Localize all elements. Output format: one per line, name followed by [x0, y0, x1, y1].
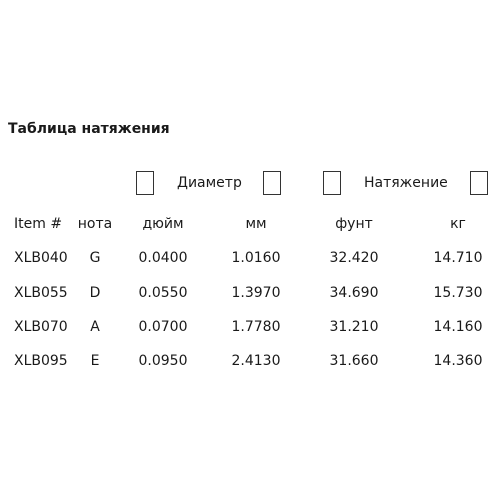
- tension-label: Натяжение: [364, 175, 448, 191]
- checkbox-diameter-right[interactable]: [263, 171, 281, 195]
- cell-note: D: [89, 285, 101, 301]
- cell-item: XLB055: [14, 285, 68, 301]
- cell-lb: 32.420: [329, 250, 379, 266]
- page-title: Таблица натяжения: [8, 121, 170, 137]
- cell-inch: 0.0550: [138, 285, 188, 301]
- cell-kg: 14.360: [433, 353, 483, 369]
- header-item: Item #: [14, 216, 63, 232]
- cell-kg: 14.710: [433, 250, 483, 266]
- cell-lb: 31.660: [329, 353, 379, 369]
- cell-inch: 0.0700: [138, 319, 188, 335]
- checkbox-tension-left[interactable]: [323, 171, 341, 195]
- cell-note: E: [90, 353, 100, 369]
- cell-mm: 1.3970: [231, 285, 281, 301]
- cell-kg: 15.730: [433, 285, 483, 301]
- cell-item: XLB040: [14, 250, 68, 266]
- checkbox-tension-right[interactable]: [470, 171, 488, 195]
- cell-item: XLB070: [14, 319, 68, 335]
- cell-item: XLB095: [14, 353, 68, 369]
- header-inch: дюйм: [142, 216, 184, 232]
- cell-mm: 1.0160: [231, 250, 281, 266]
- cell-note: A: [90, 319, 100, 335]
- cell-note: G: [89, 250, 101, 266]
- cell-lb: 34.690: [329, 285, 379, 301]
- header-lb: фунт: [335, 216, 373, 232]
- cell-kg: 14.160: [433, 319, 483, 335]
- header-mm: мм: [245, 216, 267, 232]
- cell-mm: 1.7780: [231, 319, 281, 335]
- cell-inch: 0.0400: [138, 250, 188, 266]
- cell-mm: 2.4130: [231, 353, 281, 369]
- diameter-label: Диаметр: [177, 175, 242, 191]
- checkbox-diameter-left[interactable]: [136, 171, 154, 195]
- header-note: нота: [77, 216, 113, 232]
- cell-inch: 0.0950: [138, 353, 188, 369]
- cell-lb: 31.210: [329, 319, 379, 335]
- header-kg: кг: [450, 216, 466, 232]
